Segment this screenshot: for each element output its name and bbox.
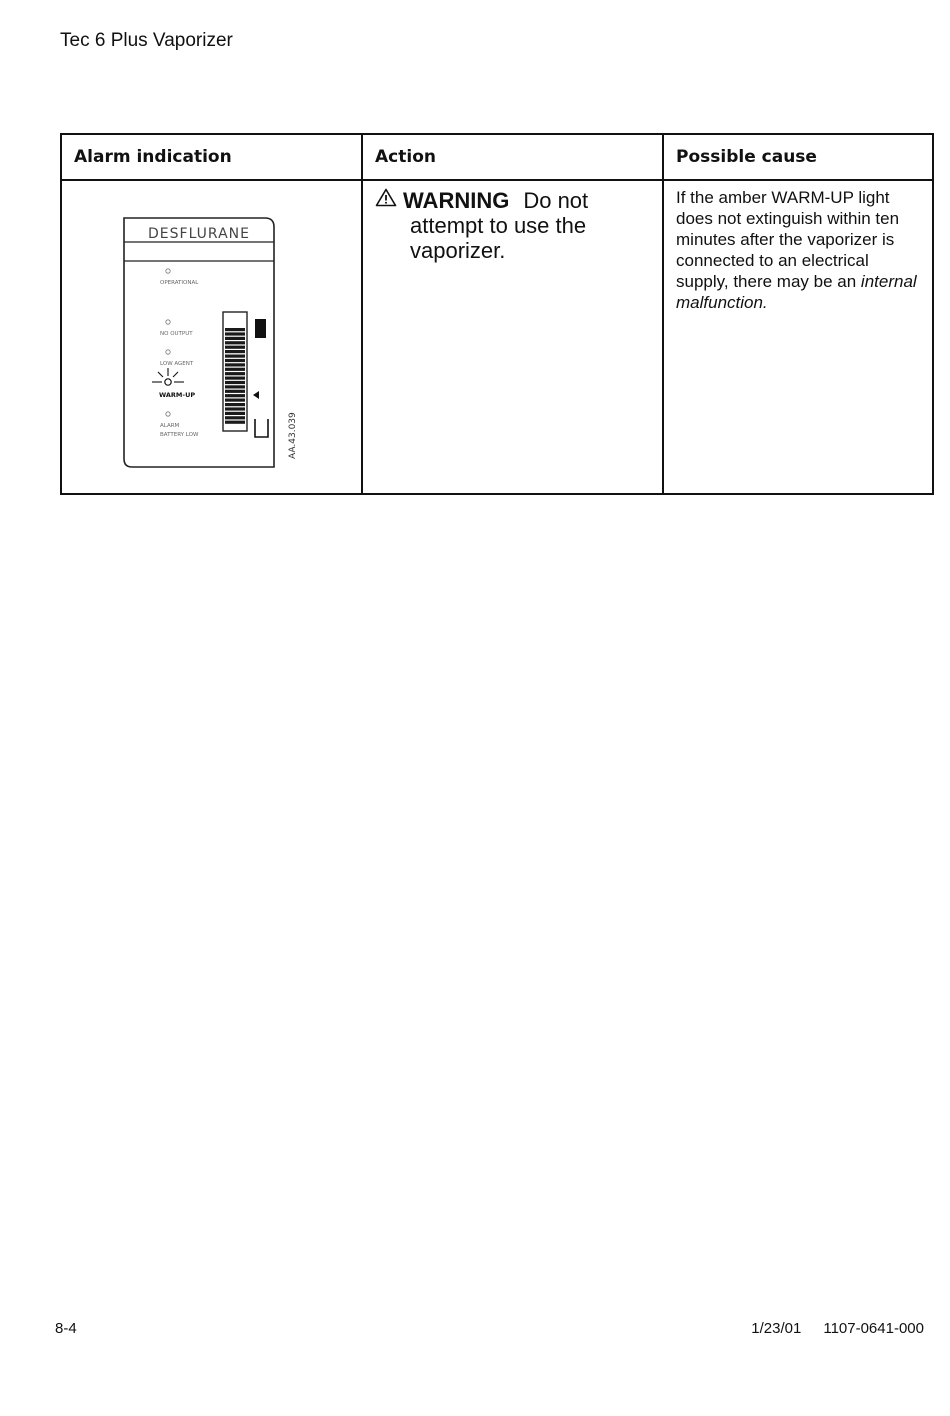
bar-segment (225, 368, 245, 371)
bar-segment (225, 337, 245, 340)
alarm-label: ALARM (160, 423, 180, 429)
bar-segment (225, 381, 245, 384)
low-agent-led-icon (166, 350, 170, 354)
bar-segment (225, 341, 245, 344)
footer-doc-info (751, 1320, 924, 1337)
bar-segment (225, 385, 245, 388)
header-possible-cause: Possible cause (663, 134, 933, 180)
cause-text: If the amber WARM-UP light does not extinguish within ten minutes after the vaporizer is connected to an electrical supply, there may be an (676, 188, 900, 291)
bar-segment (225, 377, 245, 380)
low-agent-label: LOW AGENT (160, 361, 194, 367)
operational-label: OPERATIONAL (160, 280, 199, 286)
alarm-led-icon (166, 412, 170, 416)
bar-segment (225, 407, 245, 410)
bar-segment (225, 372, 245, 375)
bar-segment (225, 403, 245, 406)
bar-segment (225, 332, 245, 335)
agent-label: DESFLURANE (148, 226, 250, 242)
header-alarm-indication: Alarm indication (61, 134, 362, 180)
bar-segment (225, 421, 245, 424)
bar-segment (225, 346, 245, 349)
bar-segment (225, 394, 245, 397)
cause-italic-text: internal malfunction. (676, 272, 917, 312)
alarm-indication-cell (61, 180, 362, 494)
possible-cause-cell (663, 180, 933, 494)
vaporizer-display-illustration (62, 181, 361, 487)
action-cell (362, 180, 663, 494)
warm-up-led-lit-icon (152, 368, 184, 385)
table-row (61, 180, 933, 494)
footer-doc-number: 1107-0641-000 (823, 1320, 924, 1337)
full-marker-icon (255, 319, 266, 338)
header-action: Action (362, 134, 663, 180)
figure-id: AA.43.039 (288, 412, 298, 459)
bar-segment (225, 399, 245, 402)
running-head: Tec 6 Plus Vaporizer (60, 30, 233, 51)
warning-text-first: Do not (523, 188, 589, 213)
empty-marker-icon (255, 419, 268, 437)
pointer-arrow-icon (253, 391, 259, 399)
bar-segment (225, 355, 245, 358)
bar-segment (225, 359, 245, 362)
alarm-table (60, 133, 934, 495)
bar-segment (225, 350, 245, 353)
operational-led-icon (166, 269, 170, 273)
no-output-led-icon (166, 320, 170, 324)
warning-word: WARNING (403, 188, 510, 213)
warm-up-label: WARM-UP (159, 391, 196, 399)
warning-statement (375, 187, 652, 263)
footer-date: 1/23/01 (751, 1320, 802, 1337)
bar-segment (225, 363, 245, 366)
warning-text-rest: attempt to use the vaporizer. (410, 213, 587, 263)
bar-segment (225, 416, 245, 419)
display-panel-svg (62, 181, 363, 487)
battery-low-label: BATTERY LOW (160, 432, 199, 438)
bar-segment (225, 328, 245, 331)
level-bar-segments (225, 328, 245, 424)
no-output-label: NO OUTPUT (160, 331, 193, 337)
bar-segment (225, 390, 245, 393)
bar-segment (225, 412, 245, 415)
page-number: 8-4 (55, 1320, 77, 1337)
table-header-row (61, 134, 933, 180)
warning-triangle-icon (375, 187, 397, 212)
panel-outline (124, 218, 274, 467)
